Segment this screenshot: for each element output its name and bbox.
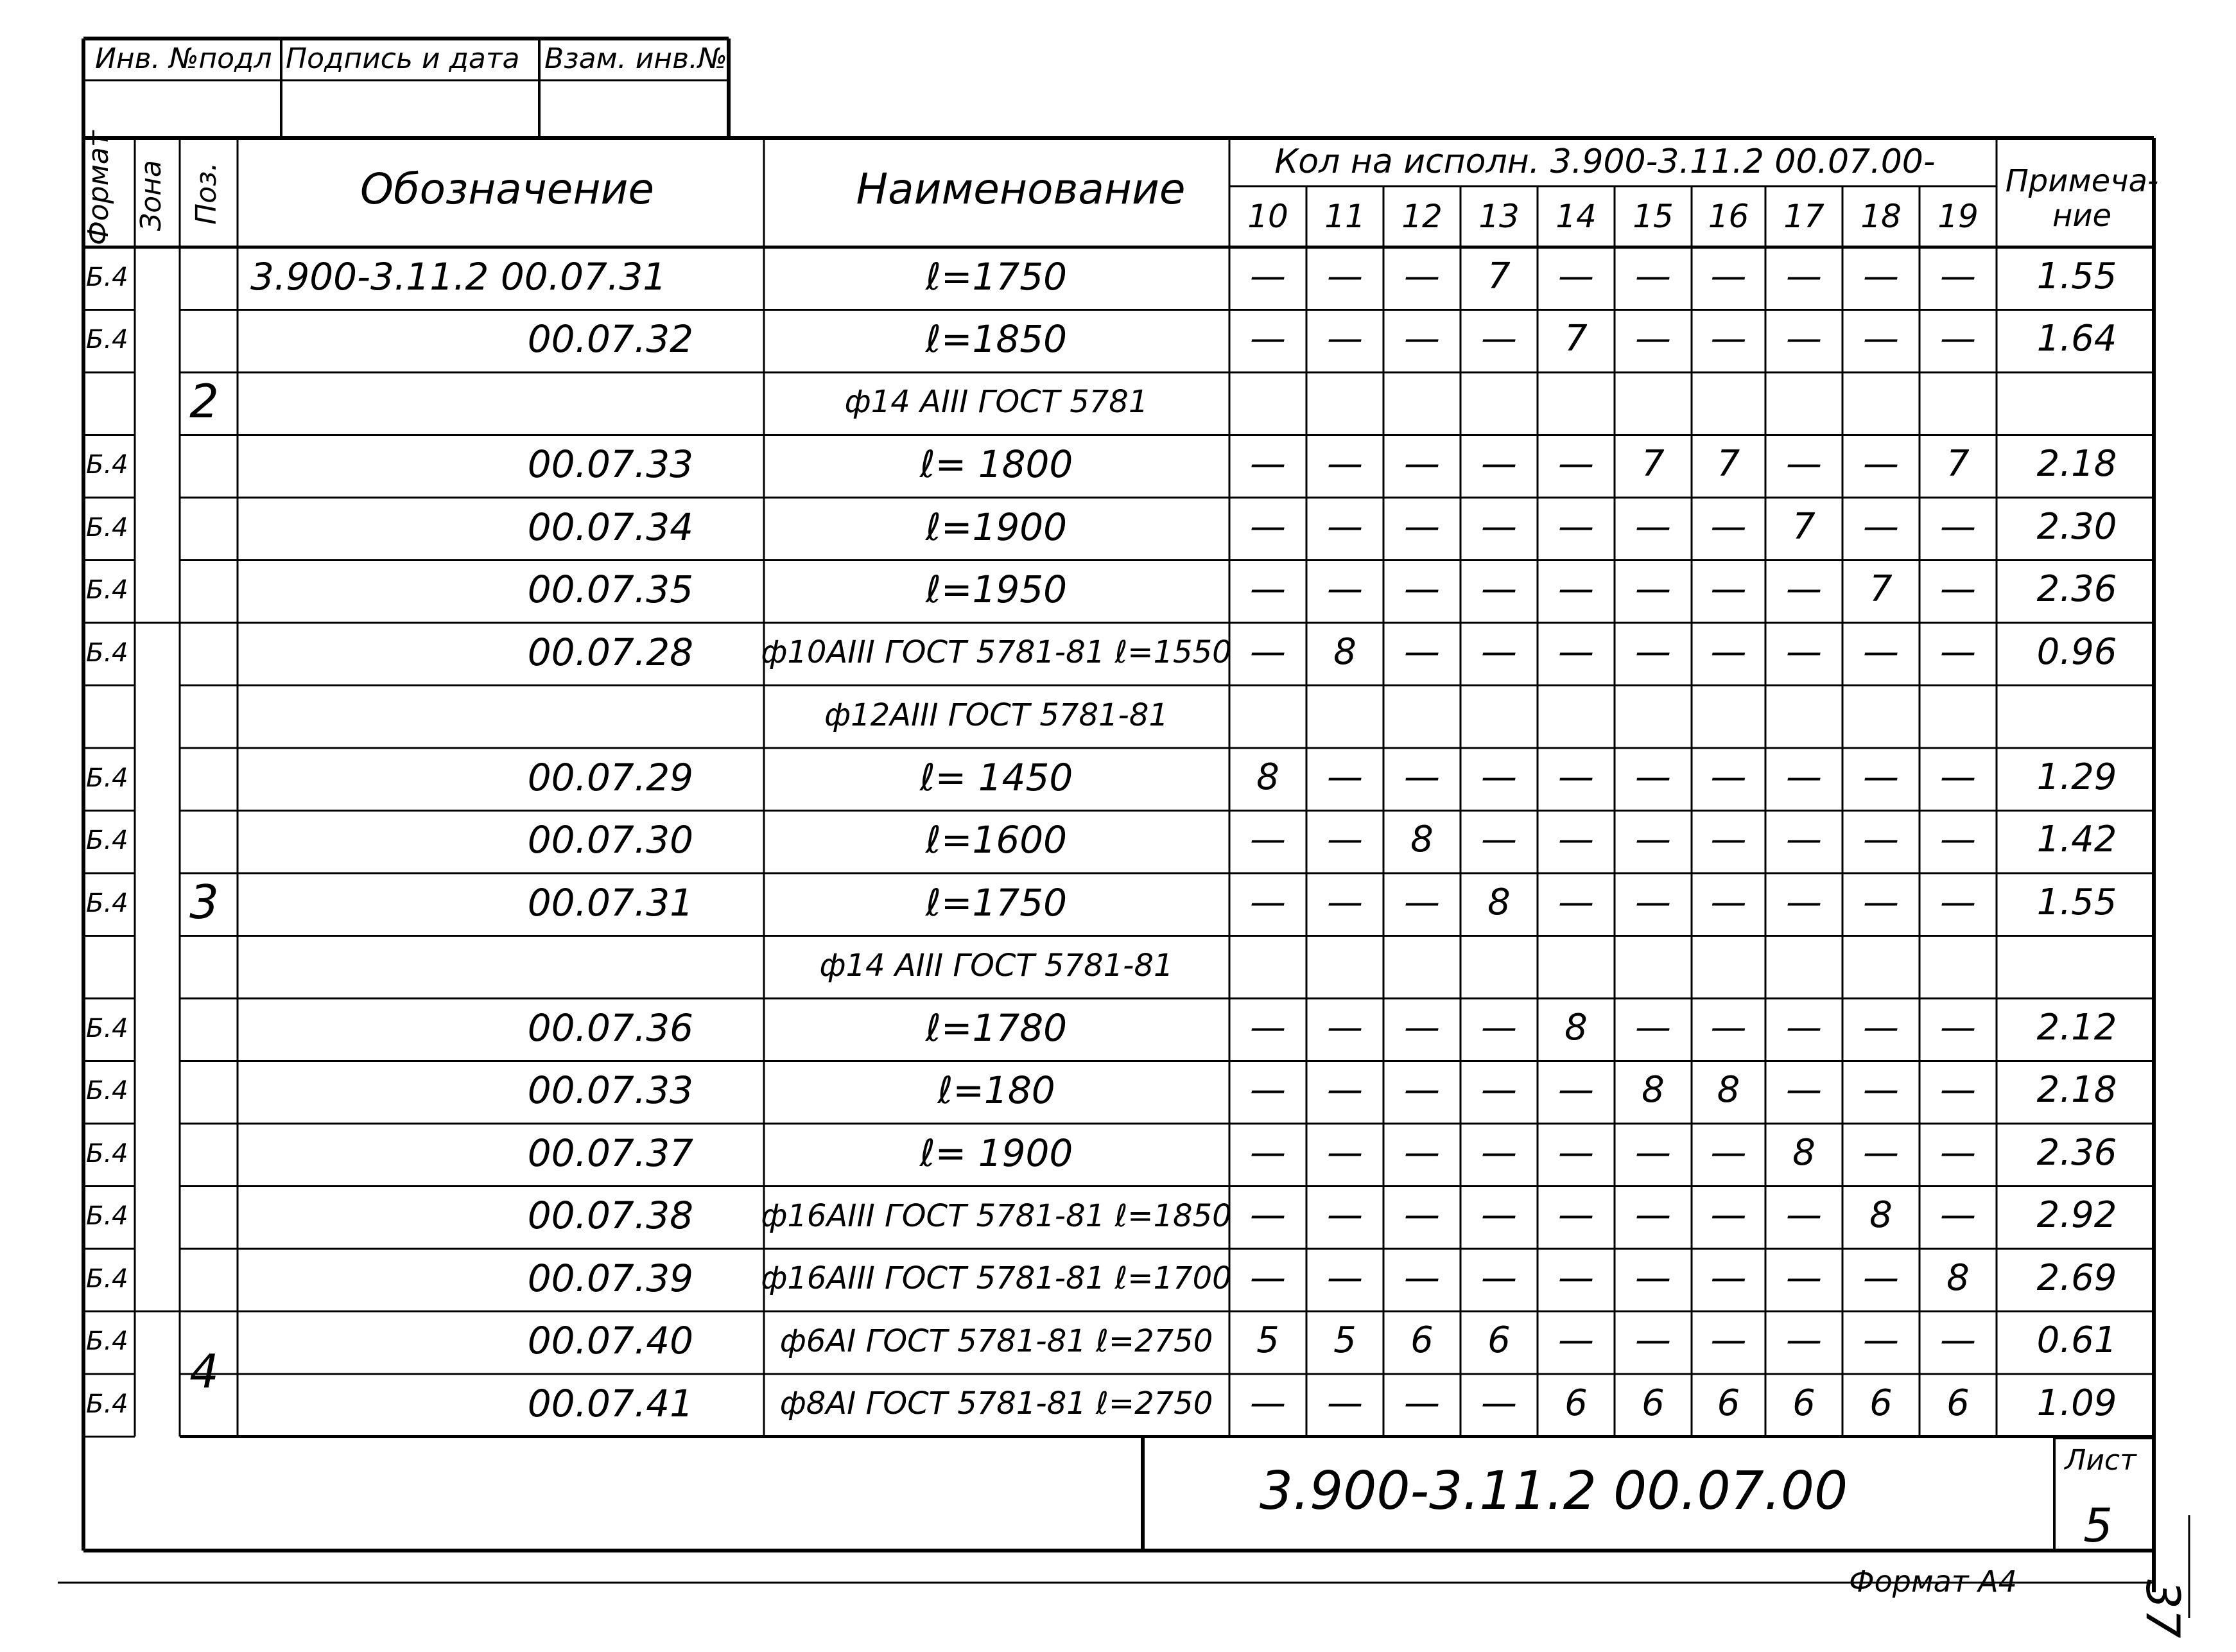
row-qty-14: — bbox=[1558, 1131, 1594, 1174]
row-qty-17: — bbox=[1786, 1069, 1822, 1111]
row-qty-16: — bbox=[1710, 630, 1747, 673]
row-format: Б.4 bbox=[86, 512, 128, 543]
row-designation: 00.07.28 bbox=[527, 630, 693, 674]
row-qty-15: — bbox=[1635, 1194, 1671, 1237]
row-qty-16: — bbox=[1710, 255, 1747, 297]
row-qty-13: — bbox=[1481, 443, 1517, 485]
row-name: ℓ=1950 bbox=[925, 568, 1068, 612]
row-qty-13: 6 bbox=[1487, 1319, 1511, 1362]
row-format: Б.4 bbox=[86, 1264, 128, 1294]
stamp-header-inv: Инв. №подл bbox=[95, 42, 272, 75]
row-format: Б.4 bbox=[86, 763, 128, 793]
stamp-header-signature: Подпись и дата bbox=[286, 42, 520, 75]
row-note: 1.55 bbox=[2036, 881, 2117, 923]
header-format: Формат bbox=[82, 130, 115, 245]
row-qty-13: 8 bbox=[1487, 881, 1511, 923]
row-name: ℓ= 1900 bbox=[919, 1131, 1073, 1175]
row-qty-14: — bbox=[1558, 568, 1594, 611]
row-qty-12: — bbox=[1404, 630, 1440, 673]
row-qty-11: — bbox=[1327, 568, 1363, 611]
row-qty-11: — bbox=[1327, 1382, 1363, 1424]
row-designation: 3.900-3.11.2 00.07.31 bbox=[250, 254, 667, 299]
row-qty-13: — bbox=[1481, 630, 1517, 673]
row-qty-13: — bbox=[1481, 318, 1517, 360]
row-qty-12: — bbox=[1404, 255, 1440, 297]
row-name: ℓ=180 bbox=[937, 1068, 1055, 1113]
row-note: 2.18 bbox=[2036, 1069, 2117, 1111]
row-qty-10: — bbox=[1250, 881, 1286, 923]
row-qty-17: — bbox=[1786, 1319, 1822, 1362]
row-qty-13: — bbox=[1481, 568, 1517, 611]
row-qty-15: — bbox=[1635, 819, 1671, 861]
row-qty-10: — bbox=[1250, 1006, 1286, 1048]
row-qty-10: — bbox=[1250, 505, 1286, 548]
row-qty-12: 8 bbox=[1410, 819, 1434, 861]
sheet-number: 5 bbox=[2083, 1499, 2113, 1552]
row-name: ℓ=1780 bbox=[925, 1005, 1068, 1050]
row-qty-17: — bbox=[1786, 1006, 1822, 1048]
row-note: 0.61 bbox=[2036, 1319, 2117, 1362]
row-format: Б.4 bbox=[86, 1201, 128, 1231]
row-qty-12: — bbox=[1404, 443, 1440, 485]
row-qty-10: — bbox=[1250, 1069, 1286, 1111]
row-name: ℓ=1750 bbox=[925, 880, 1068, 925]
row-qty-18: — bbox=[1863, 255, 1899, 297]
row-format: Б.4 bbox=[86, 826, 128, 856]
row-qty-13: — bbox=[1481, 1256, 1517, 1299]
row-qty-12: — bbox=[1404, 1069, 1440, 1111]
row-designation: 00.07.29 bbox=[527, 755, 693, 799]
row-designation: 00.07.35 bbox=[527, 568, 693, 612]
row-qty-15: — bbox=[1635, 1131, 1671, 1174]
header-variant-13: 13 bbox=[1478, 198, 1520, 235]
row-qty-11: 5 bbox=[1333, 1319, 1356, 1362]
row-qty-16: — bbox=[1710, 819, 1747, 861]
header-variant-11: 11 bbox=[1324, 198, 1365, 235]
row-name: ℓ= 1800 bbox=[919, 442, 1073, 487]
row-name: ℓ=1600 bbox=[925, 818, 1068, 862]
row-note: 2.12 bbox=[2036, 1006, 2117, 1048]
row-note: 2.92 bbox=[2036, 1194, 2117, 1237]
row-qty-13: — bbox=[1481, 505, 1517, 548]
row-qty-14: — bbox=[1558, 819, 1594, 861]
header-name: Наименование bbox=[856, 164, 1186, 214]
row-qty-16: — bbox=[1710, 1319, 1747, 1362]
row-qty-18: — bbox=[1863, 443, 1899, 485]
row-name: ℓ= 1450 bbox=[919, 755, 1073, 799]
row-format: Б.4 bbox=[86, 325, 128, 355]
row-qty-13: 7 bbox=[1487, 255, 1511, 297]
row-qty-12: — bbox=[1404, 1382, 1440, 1424]
row-qty-17: — bbox=[1786, 568, 1822, 611]
row-format: Б.4 bbox=[86, 262, 128, 292]
row-qty-15: — bbox=[1635, 756, 1671, 798]
row-qty-16: — bbox=[1710, 568, 1747, 611]
row-qty-11: — bbox=[1327, 756, 1363, 798]
row-qty-17: — bbox=[1786, 756, 1822, 798]
row-qty-17: — bbox=[1786, 819, 1822, 861]
row-qty-14: — bbox=[1558, 1194, 1594, 1237]
row-qty-17: — bbox=[1786, 630, 1822, 673]
row-qty-16: — bbox=[1710, 1256, 1747, 1299]
row-qty-16: — bbox=[1710, 318, 1747, 360]
row-format: Б.4 bbox=[86, 888, 128, 918]
row-name: ф12АIII ГОСТ 5781-81 bbox=[824, 697, 1168, 733]
header-position: Поз. bbox=[190, 162, 223, 225]
row-qty-11: 8 bbox=[1333, 630, 1356, 673]
row-qty-19: — bbox=[1940, 756, 1976, 798]
row-qty-17: 8 bbox=[1792, 1131, 1816, 1174]
header-variant-15: 15 bbox=[1633, 198, 1674, 235]
row-qty-15: 7 bbox=[1642, 443, 1665, 485]
row-qty-14: — bbox=[1558, 1069, 1594, 1111]
row-qty-16: — bbox=[1710, 1194, 1747, 1237]
row-format: Б.4 bbox=[86, 1326, 128, 1357]
row-qty-15: — bbox=[1635, 1256, 1671, 1299]
row-qty-16: 7 bbox=[1717, 443, 1740, 485]
row-qty-15: — bbox=[1635, 881, 1671, 923]
row-qty-19: 7 bbox=[1946, 443, 1970, 485]
row-format: Б.4 bbox=[86, 450, 128, 480]
row-qty-12: — bbox=[1404, 1006, 1440, 1048]
row-qty-19: — bbox=[1940, 1006, 1976, 1048]
header-variant-10: 10 bbox=[1247, 198, 1288, 235]
header-variant-18: 18 bbox=[1860, 198, 1902, 235]
row-designation: 00.07.34 bbox=[527, 505, 693, 549]
header-variant-19: 19 bbox=[1937, 198, 1979, 235]
row-designation: 00.07.32 bbox=[527, 317, 693, 361]
row-qty-12: 6 bbox=[1410, 1319, 1434, 1362]
row-qty-16: 6 bbox=[1717, 1382, 1740, 1424]
row-qty-11: — bbox=[1327, 1069, 1363, 1111]
header-quantity: Кол на исполн. 3.900-3.11.2 00.07.00- bbox=[1274, 143, 1936, 181]
row-note: 2.36 bbox=[2036, 568, 2117, 611]
row-qty-10: 8 bbox=[1256, 756, 1279, 798]
row-qty-18: — bbox=[1863, 1069, 1899, 1111]
row-qty-17: — bbox=[1786, 443, 1822, 485]
row-qty-14: — bbox=[1558, 1319, 1594, 1362]
row-qty-19: — bbox=[1940, 1069, 1976, 1111]
row-qty-18: — bbox=[1863, 819, 1899, 861]
row-designation: 00.07.33 bbox=[527, 442, 693, 487]
row-note: 1.64 bbox=[2036, 318, 2117, 360]
row-qty-12: — bbox=[1404, 505, 1440, 548]
position-number: 3 bbox=[189, 874, 219, 929]
header-variant-14: 14 bbox=[1556, 198, 1597, 235]
row-qty-19: — bbox=[1940, 318, 1976, 360]
row-qty-18: 6 bbox=[1869, 1382, 1893, 1424]
row-qty-17: — bbox=[1786, 1256, 1822, 1299]
row-qty-13: — bbox=[1481, 1069, 1517, 1111]
header-note-line2: ние bbox=[2052, 198, 2112, 234]
row-qty-13: — bbox=[1481, 819, 1517, 861]
row-name: ℓ=1750 bbox=[925, 254, 1068, 299]
row-qty-17: 7 bbox=[1792, 505, 1816, 548]
row-qty-15: 6 bbox=[1642, 1382, 1665, 1424]
row-format: Б.4 bbox=[86, 638, 128, 668]
row-designation: 00.07.37 bbox=[527, 1131, 693, 1175]
row-name: ф14 АIII ГОСТ 5781-81 bbox=[819, 947, 1174, 984]
row-qty-15: — bbox=[1635, 255, 1671, 297]
row-qty-18: 7 bbox=[1869, 568, 1893, 611]
row-qty-16: — bbox=[1710, 505, 1747, 548]
row-designation: 00.07.39 bbox=[527, 1256, 693, 1300]
row-qty-16: — bbox=[1710, 881, 1747, 923]
row-designation: 00.07.33 bbox=[527, 1068, 693, 1113]
row-qty-14: 7 bbox=[1564, 318, 1588, 360]
row-qty-10: — bbox=[1250, 568, 1286, 611]
header-variant-12: 12 bbox=[1401, 198, 1443, 235]
row-qty-12: — bbox=[1404, 568, 1440, 611]
row-designation: 00.07.36 bbox=[527, 1005, 693, 1050]
row-qty-14: 6 bbox=[1564, 1382, 1588, 1424]
row-qty-16: 8 bbox=[1717, 1069, 1740, 1111]
row-qty-11: — bbox=[1327, 1006, 1363, 1048]
row-qty-17: 6 bbox=[1792, 1382, 1816, 1424]
row-qty-18: — bbox=[1863, 1256, 1899, 1299]
row-qty-11: — bbox=[1327, 1256, 1363, 1299]
row-note: 0.96 bbox=[2036, 630, 2117, 673]
row-name: ℓ=1850 bbox=[925, 317, 1068, 361]
row-qty-12: — bbox=[1404, 318, 1440, 360]
row-qty-19: — bbox=[1940, 1194, 1976, 1237]
row-qty-14: — bbox=[1558, 1256, 1594, 1299]
row-qty-13: — bbox=[1481, 1006, 1517, 1048]
row-qty-12: — bbox=[1404, 881, 1440, 923]
row-qty-13: — bbox=[1481, 1131, 1517, 1174]
row-format: Б.4 bbox=[86, 1389, 128, 1419]
row-qty-11: — bbox=[1327, 1131, 1363, 1174]
row-qty-11: — bbox=[1327, 819, 1363, 861]
row-name: ф6АI ГОСТ 5781-81 ℓ=2750 bbox=[779, 1323, 1213, 1359]
row-qty-13: — bbox=[1481, 756, 1517, 798]
row-name: ф16АIII ГОСТ 5781-81 ℓ=1700 bbox=[761, 1260, 1232, 1297]
row-qty-17: — bbox=[1786, 318, 1822, 360]
row-qty-19: 6 bbox=[1946, 1382, 1970, 1424]
row-note: 1.55 bbox=[2036, 255, 2117, 297]
row-qty-11: — bbox=[1327, 505, 1363, 548]
row-qty-19: 8 bbox=[1946, 1256, 1970, 1299]
sheet-label: Лист bbox=[2065, 1444, 2136, 1477]
row-qty-18: — bbox=[1863, 318, 1899, 360]
row-note: 2.36 bbox=[2036, 1131, 2117, 1174]
row-qty-10: — bbox=[1250, 1131, 1286, 1174]
row-note: 2.18 bbox=[2036, 443, 2117, 485]
row-qty-18: — bbox=[1863, 630, 1899, 673]
header-note-line1: Примеча- bbox=[2005, 163, 2159, 199]
row-qty-10: — bbox=[1250, 819, 1286, 861]
row-qty-14: — bbox=[1558, 881, 1594, 923]
row-qty-15: — bbox=[1635, 505, 1671, 548]
row-qty-17: — bbox=[1786, 255, 1822, 297]
header-variant-17: 17 bbox=[1783, 198, 1824, 235]
row-designation: 00.07.38 bbox=[527, 1194, 693, 1238]
row-qty-13: — bbox=[1481, 1382, 1517, 1424]
row-qty-19: — bbox=[1940, 505, 1976, 548]
row-qty-18: — bbox=[1863, 1131, 1899, 1174]
document-code: 3.900-3.11.2 00.07.00 bbox=[1259, 1461, 1848, 1522]
row-name: ф8АI ГОСТ 5781-81 ℓ=2750 bbox=[779, 1386, 1213, 1422]
row-qty-19: — bbox=[1940, 881, 1976, 923]
row-qty-18: 8 bbox=[1869, 1194, 1893, 1237]
row-qty-15: 8 bbox=[1642, 1069, 1665, 1111]
row-qty-10: — bbox=[1250, 255, 1286, 297]
row-qty-19: — bbox=[1940, 1131, 1976, 1174]
row-name: ф10АIII ГОСТ 5781-81 ℓ=1550 bbox=[761, 634, 1232, 671]
row-note: 2.69 bbox=[2036, 1256, 2117, 1299]
row-qty-14: — bbox=[1558, 255, 1594, 297]
header-zone: Зона bbox=[135, 160, 168, 231]
row-qty-17: — bbox=[1786, 1194, 1822, 1237]
row-designation: 00.07.41 bbox=[527, 1381, 693, 1425]
row-qty-10: — bbox=[1250, 1382, 1286, 1424]
row-qty-10: — bbox=[1250, 443, 1286, 485]
row-qty-11: — bbox=[1327, 318, 1363, 360]
row-qty-10: — bbox=[1250, 318, 1286, 360]
row-qty-11: — bbox=[1327, 1194, 1363, 1237]
position-number: 2 bbox=[189, 374, 219, 428]
row-format: Б.4 bbox=[86, 1138, 128, 1169]
row-qty-15: — bbox=[1635, 1319, 1671, 1362]
row-qty-14: — bbox=[1558, 443, 1594, 485]
row-qty-19: — bbox=[1940, 1319, 1976, 1362]
row-note: 1.42 bbox=[2036, 819, 2117, 861]
page-number: 37 bbox=[2136, 1579, 2190, 1639]
row-qty-12: — bbox=[1404, 1131, 1440, 1174]
row-qty-16: — bbox=[1710, 1131, 1747, 1174]
row-qty-14: 8 bbox=[1564, 1006, 1588, 1048]
position-number: 4 bbox=[189, 1344, 219, 1398]
row-qty-16: — bbox=[1710, 1006, 1747, 1048]
row-note: 1.29 bbox=[2036, 756, 2117, 798]
row-qty-15: — bbox=[1635, 318, 1671, 360]
row-qty-16: — bbox=[1710, 756, 1747, 798]
row-qty-17: — bbox=[1786, 881, 1822, 923]
row-qty-10: 5 bbox=[1256, 1319, 1279, 1362]
row-qty-14: — bbox=[1558, 630, 1594, 673]
header-variant-16: 16 bbox=[1708, 198, 1749, 235]
row-qty-14: — bbox=[1558, 756, 1594, 798]
row-format: Б.4 bbox=[86, 1013, 128, 1043]
row-qty-19: — bbox=[1940, 255, 1976, 297]
row-qty-18: — bbox=[1863, 881, 1899, 923]
format-label: Формат А4 bbox=[1849, 1564, 2017, 1599]
row-name: ф14 АIII ГОСТ 5781 bbox=[844, 384, 1148, 421]
row-designation: 00.07.40 bbox=[527, 1319, 693, 1363]
row-qty-14: — bbox=[1558, 505, 1594, 548]
row-qty-11: — bbox=[1327, 443, 1363, 485]
row-qty-18: — bbox=[1863, 1319, 1899, 1362]
row-qty-15: — bbox=[1635, 568, 1671, 611]
row-qty-12: — bbox=[1404, 1256, 1440, 1299]
row-qty-10: — bbox=[1250, 1256, 1286, 1299]
row-format: Б.4 bbox=[86, 1076, 128, 1106]
row-format: Б.4 bbox=[86, 575, 128, 605]
row-note: 1.09 bbox=[2036, 1382, 2117, 1424]
row-qty-18: — bbox=[1863, 756, 1899, 798]
row-qty-11: — bbox=[1327, 881, 1363, 923]
row-designation: 00.07.31 bbox=[527, 880, 693, 925]
row-qty-11: — bbox=[1327, 255, 1363, 297]
row-qty-19: — bbox=[1940, 568, 1976, 611]
row-qty-18: — bbox=[1863, 505, 1899, 548]
row-qty-10: — bbox=[1250, 630, 1286, 673]
row-qty-18: — bbox=[1863, 1006, 1899, 1048]
row-designation: 00.07.30 bbox=[527, 818, 693, 862]
row-qty-12: — bbox=[1404, 756, 1440, 798]
row-qty-13: — bbox=[1481, 1194, 1517, 1237]
row-qty-19: — bbox=[1940, 630, 1976, 673]
row-note: 2.30 bbox=[2036, 505, 2117, 548]
row-qty-12: — bbox=[1404, 1194, 1440, 1237]
stamp-header-replace: Взам. инв.№ bbox=[544, 42, 727, 75]
row-name: ф16АIII ГОСТ 5781-81 ℓ=1850 bbox=[761, 1197, 1232, 1234]
header-designation: Обозначение bbox=[360, 164, 654, 214]
row-qty-15: — bbox=[1635, 630, 1671, 673]
row-qty-19: — bbox=[1940, 819, 1976, 861]
row-qty-15: — bbox=[1635, 1006, 1671, 1048]
row-qty-10: — bbox=[1250, 1194, 1286, 1237]
row-name: ℓ=1900 bbox=[925, 505, 1068, 549]
